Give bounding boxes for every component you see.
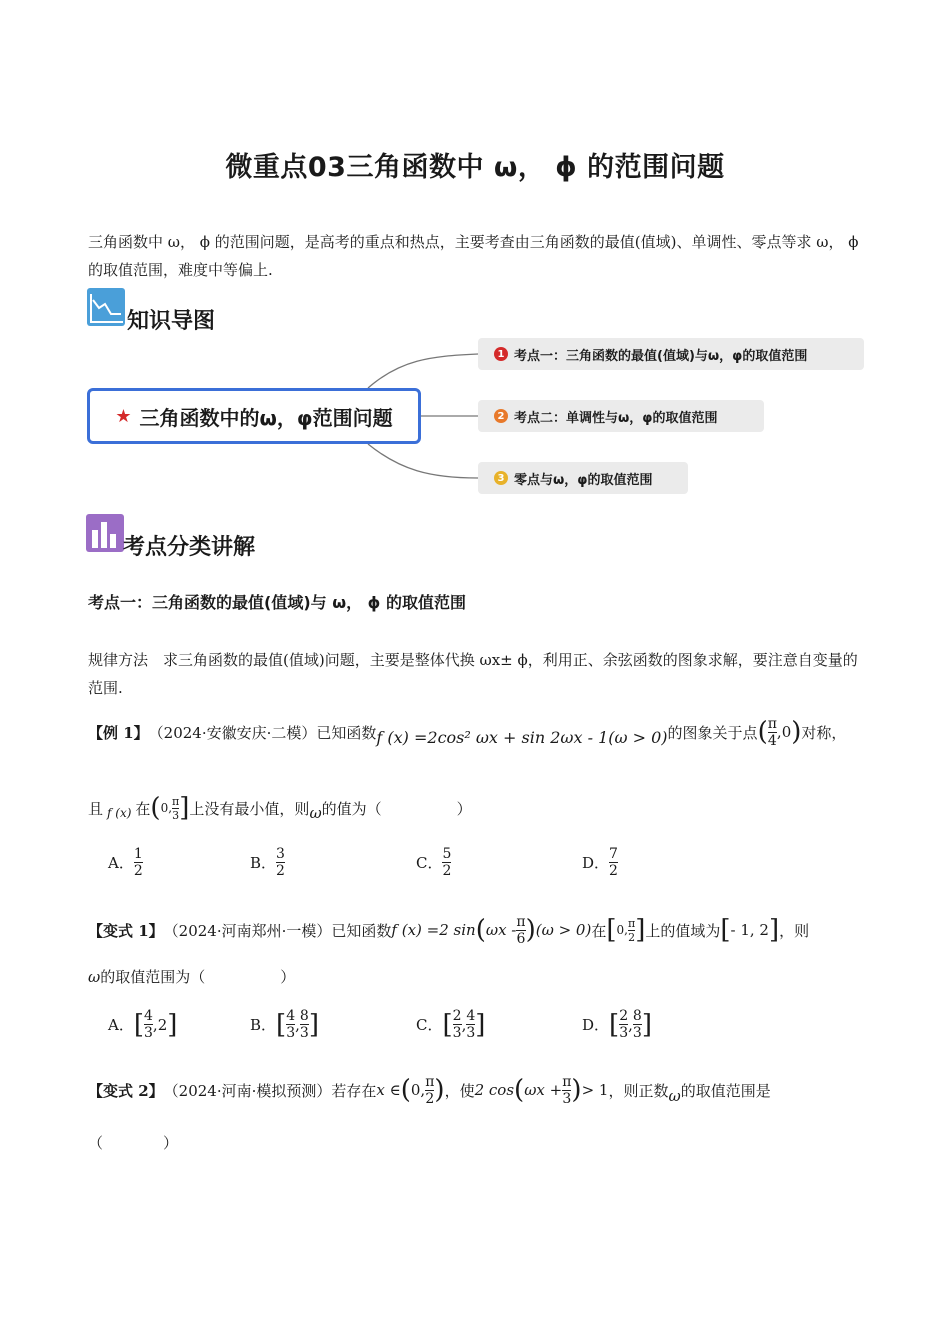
option-label: B． <box>250 854 277 872</box>
variant1-line2 <box>88 966 295 987</box>
bracket-left: [ <box>720 915 731 945</box>
fx-symbol: f (x) <box>107 806 132 820</box>
fraction: $\frac{4}{3}$ <box>466 1008 476 1041</box>
example-source: （2024·安徽安庆·二模）已知函数 <box>148 723 377 742</box>
text-fragment: ，则 <box>779 921 810 940</box>
text-fragment: 2 cos <box>474 1081 515 1099</box>
mindmap-node-2 <box>478 400 764 432</box>
text-fragment: 0, <box>410 1081 426 1099</box>
bracket-left: [ <box>133 1009 144 1040</box>
option-label: A． <box>108 854 134 872</box>
fraction: $\frac{3}{2}$ <box>276 846 285 879</box>
mindmap-node-label: 考点二：单调性与ω，φ的取值范围 <box>514 410 718 426</box>
text-fragment: 且 <box>88 799 104 818</box>
text-fragment: 的取值范围为（ ） <box>100 968 296 986</box>
star-icon: ★ <box>115 405 132 427</box>
option-c[interactable]: C． [ $\frac{2}{3}$ , $\frac{4}{3}$ ] <box>416 1008 486 1041</box>
option-label: B． <box>250 1016 277 1034</box>
paren-right: ] <box>179 793 190 823</box>
text-fragment: 对称， <box>801 723 847 742</box>
option-label: C． <box>416 854 443 872</box>
fraction: $\frac{4}{3}$ <box>144 1008 153 1041</box>
text-fragment: ,2 <box>152 1015 168 1034</box>
text-fragment: ωx + <box>524 1081 563 1099</box>
option-label: D． <box>582 854 610 872</box>
text-fragment: 0, <box>616 923 628 937</box>
variant-tag: 【变式 1】 <box>88 921 164 940</box>
fraction: $\frac{8}{3}$ <box>632 1008 642 1041</box>
number-badge: 2 <box>494 409 508 423</box>
function-expression: f (x) =2cos² ωx + sin 2ωx - 1(ω > 0) <box>376 727 668 747</box>
section-heading: 考点分类讲解 <box>123 535 256 560</box>
bracket-right: ] <box>167 1009 178 1040</box>
bar-chart-icon <box>86 514 124 552</box>
fraction: $\frac{\pi}{2}$ <box>425 1073 435 1107</box>
paren-left: ( <box>400 1075 411 1105</box>
bracket-left: [ <box>609 1009 620 1040</box>
point1-heading: 考点一：三角函数的最值(值域)与 ω， ϕ 的取值范围 <box>88 593 466 612</box>
function-expression: f (x) =2 sin <box>391 921 476 939</box>
paren-left: ( <box>514 1075 525 1105</box>
option-b[interactable] <box>250 846 285 879</box>
example1-line1 <box>88 710 878 754</box>
mindmap-node-3 <box>478 462 688 494</box>
fraction: $\frac{\pi}{4}$ <box>767 715 777 749</box>
fraction: $\frac{\pi}{6}$ <box>516 913 526 947</box>
fraction: $\frac{2}{3}$ <box>619 1008 629 1041</box>
fraction: $\frac{8}{3}$ <box>299 1008 309 1041</box>
variant2-line1 <box>88 1068 878 1112</box>
paren-right: ) <box>525 915 536 945</box>
text-fragment: ωx - <box>485 921 517 939</box>
option-c[interactable] <box>416 846 451 879</box>
mindmap-center-label: 三角函数中的ω，φ范围问题 <box>139 405 393 430</box>
option-a[interactable] <box>108 1008 177 1041</box>
example1-line2 <box>88 786 878 830</box>
variant2-line2: （ ） <box>88 1134 179 1152</box>
fraction: $\frac{\pi}{3}$ <box>172 794 180 822</box>
paren-left: ( <box>757 717 768 747</box>
variant-source: （2024·河南·模拟预测）若存在 <box>163 1081 377 1100</box>
paren-left: ( <box>150 793 161 823</box>
paren-right: ) <box>571 1075 582 1105</box>
option-a[interactable] <box>108 846 143 879</box>
variant1-line1 <box>88 908 878 952</box>
bracket-right: ] <box>475 1009 486 1040</box>
text-fragment: ,0 <box>776 723 792 741</box>
option-b[interactable]: B． [ $\frac{4}{3}$ , $\frac{8}{3}$ ] <box>250 1008 319 1041</box>
bracket-right: ] <box>768 915 780 945</box>
page-title: 微重点03三角函数中 ω， ϕ 的范围问题 <box>225 152 725 183</box>
mindmap-node-1 <box>478 338 864 370</box>
bracket-left: [ <box>442 1009 453 1040</box>
option-d[interactable] <box>582 846 618 879</box>
bracket-right: ] <box>635 915 646 945</box>
fraction: $\frac{4}{3}$ <box>286 1008 296 1041</box>
fraction: $\frac{1}{2}$ <box>133 846 143 879</box>
fraction: $\frac{\pi}{3}$ <box>562 1073 572 1107</box>
fraction: $\frac{\pi}{2}$ <box>627 916 636 944</box>
paren-right: ) <box>791 717 802 747</box>
option-d[interactable]: D． [ $\frac{2}{3}$ , $\frac{8}{3}$ ] <box>582 1008 652 1041</box>
paren-right: ) <box>434 1075 445 1105</box>
text-fragment: 在 <box>591 921 607 940</box>
text-fragment: 的图象关于点 <box>667 723 758 742</box>
option-label: D． <box>582 1016 610 1034</box>
text-fragment: 的取值范围是 <box>680 1081 771 1100</box>
omega-symbol: ω <box>88 967 101 986</box>
option-label: C． <box>416 1016 443 1034</box>
bracket-left: [ <box>276 1009 287 1040</box>
option-label: A． <box>108 1016 134 1034</box>
text-fragment: 在 <box>135 799 151 818</box>
method-paragraph: 规律方法 求三角函数的最值(值域)问题，主要是整体代换 ωx± ϕ，利用正、余弦函数的图象求解，要注意自变量的范围. <box>88 651 858 697</box>
variant-tag: 【变式 2】 <box>88 1081 164 1100</box>
omega-symbol: ω <box>309 804 322 822</box>
intro-paragraph: 三角函数中 ω， ϕ 的范围问题，是高考的重点和热点，主要考查由三角函数的最值(值域)、单调性、零点等求 ω， ϕ 的取值范围，难度中等偏上. <box>88 233 859 279</box>
example-tag: 【例 1】 <box>88 723 149 742</box>
mindmap-center-node <box>87 388 421 444</box>
text-fragment: ，则正数 <box>608 1081 669 1100</box>
mindmap-node-label: 考点一：三角函数的最值(值域)与ω，φ的取值范围 <box>514 348 808 364</box>
fraction: $\frac{7}{2}$ <box>609 846 618 879</box>
number-badge: 3 <box>494 471 508 485</box>
text-fragment: > 1 <box>581 1081 609 1099</box>
omega-symbol: ω <box>668 1087 681 1105</box>
bracket-left: [ <box>606 915 617 945</box>
text-fragment: 上的值域为 <box>645 921 721 940</box>
text-fragment: 上没有最小值，则 <box>189 799 310 818</box>
text-fragment: x ∈ <box>376 1081 401 1099</box>
bracket-right: ] <box>308 1009 319 1040</box>
text-fragment: 0, <box>160 801 173 815</box>
bracket-right: ] <box>641 1009 652 1040</box>
fraction: $\frac{5}{2}$ <box>442 846 452 879</box>
variant-source: （2024·河南郑州·一模）已知函数 <box>163 921 392 940</box>
text-fragment: - 1, 2 <box>730 921 769 939</box>
mindmap-node-label: 零点与ω，φ的取值范围 <box>514 472 653 488</box>
paren-left: ( <box>475 915 486 945</box>
text-fragment: ，使 <box>444 1081 475 1100</box>
text-fragment: (ω > 0) <box>535 921 592 939</box>
number-badge: 1 <box>494 347 508 361</box>
fraction: $\frac{2}{3}$ <box>452 1008 462 1041</box>
text-fragment: 的值为（ ） <box>321 799 472 818</box>
knowledge-map-heading: 知识导图 <box>127 309 216 334</box>
